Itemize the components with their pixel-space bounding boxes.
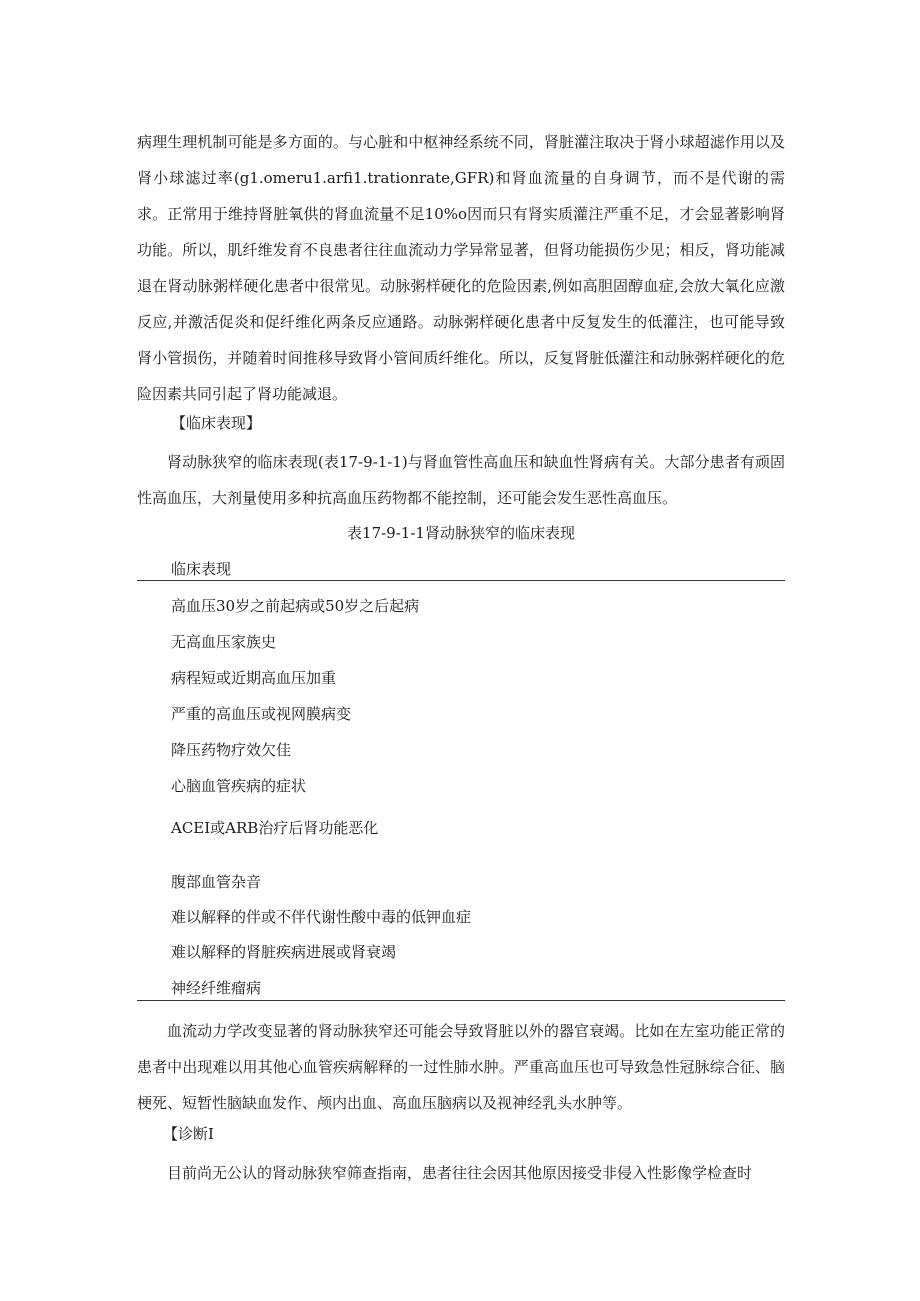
table-top-rule <box>137 580 785 581</box>
section-heading-clinical: 【临床表现】 <box>171 414 262 432</box>
body-paragraph-diagnosis: 目前尚无公认的肾动脉狭窄筛查指南，患者往往会因其他原因接受非侵入性影像学检查时 <box>167 1164 753 1182</box>
table-row: 难以解释的伴或不伴代谢性酸中毒的低钾血症 <box>171 908 472 926</box>
body-paragraph-pathophysiology: 病理生理机制可能是多方面的。与心脏和中枢神经系统不同，肾脏灌注取决于肾小球超滤作用以及肾小球滤过率(g1.omeru1.arfi1.trationrate,GFR)和肾血流量的自身调节，而不是代谢的需求。正常用于维持肾脏氧供的肾血流量不足10%o因而只有肾实质灌注严重不足，才会显著影响肾功能。所以，肌纤维发育不良患者往往血流动力学异常显著，但肾功能损伤少见；相反，肾功能减退在肾动脉粥样硬化患者中很常见。动脉粥样硬化的危险因素,例如高胆固醇血症,会放大氧化应激反应,并激活促炎和促纤维化两条反应通路。动脉粥样硬化患者中反复发生的低灌注，也可能导致肾小管损伤，并随着时间推移导致肾小管间质纤维化。所以，反复肾脏低灌注和动脉粥样硬化的危险因素共同引起了肾功能减退。 <box>137 133 785 403</box>
table-row: 神经纤维瘤病 <box>171 979 262 997</box>
section-heading-diagnosis: 【诊断I <box>163 1125 214 1143</box>
table-bottom-rule <box>137 1000 785 1001</box>
table-row: 腹部血管杂音 <box>171 873 262 891</box>
table-row: 降压药物疗效欠佳 <box>171 741 292 759</box>
table-row: 高血压30岁之前起病或50岁之后起病 <box>171 597 420 615</box>
body-paragraph-clinical: 肾动脉狭窄的临床表现(表17-9-1-1)与肾血管性高血压和缺血性肾病有关。大部分患者有顽固性高血压，大剂量使用多种抗高血压药物都不能控制，还可能会发生恶性高血压。 <box>137 453 785 507</box>
table-row: 病程短或近期高血压加重 <box>171 669 337 687</box>
table-row: 严重的高血压或视网膜病变 <box>171 705 352 723</box>
table-row: 心脑血管疾病的症状 <box>171 777 307 795</box>
table-row: 难以解释的肾脏疾病进展或肾衰竭 <box>171 943 397 961</box>
table-row: 无高血压家族史 <box>171 633 277 651</box>
table-caption: 表17-9-1-1肾动脉狭窄的临床表现 <box>347 524 575 542</box>
table-header-cell: 临床表现 <box>171 560 232 578</box>
body-paragraph-organ-failure: 血流动力学改变显著的肾动脉狭窄还可能会导致肾脏以外的器官衰竭。比如在左室功能正常的患者中出现难以用其他心血管疾病解释的一过性肺水肿。严重高血压也可导致急性冠脉综合征、脑梗死、短暂性脑缺血发作、颅内出血、高血压脑病以及视神经乳头水肿等。 <box>137 1022 785 1112</box>
table-row: ACEI或ARB治疗后肾功能恶化 <box>171 819 379 837</box>
